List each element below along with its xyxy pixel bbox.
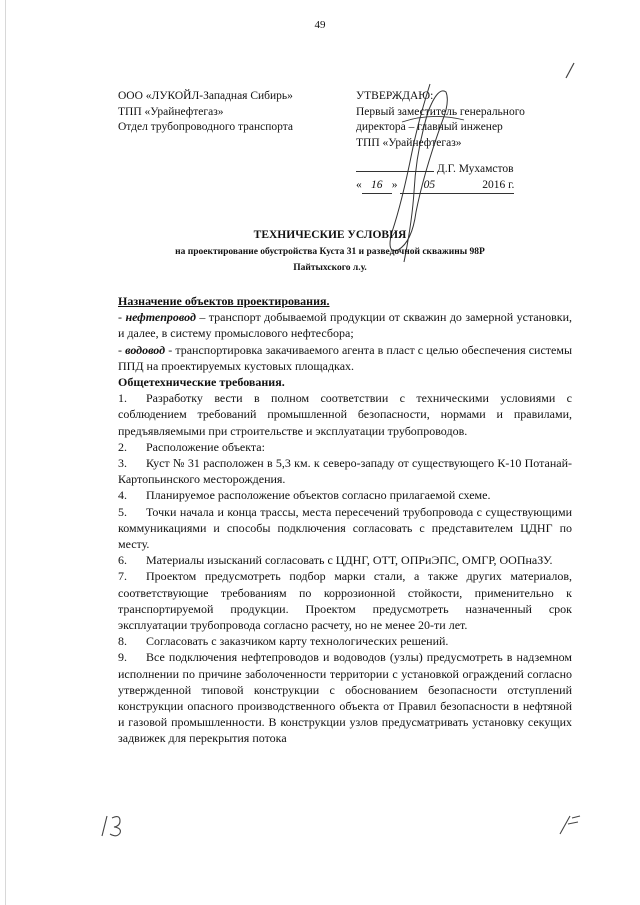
purpose-item-water-pipeline: - водовод - транспортировка закачиваемого агента в пласт с целью обеспечения системы ППД на проектируемых кустовых площадках. <box>118 342 573 373</box>
page-number: 49 <box>314 19 326 31</box>
item-text: Куст № 31 расположен в 5,3 км. к северо-западу от существующего К-10 Потанай-Картопьинского месторождения. <box>118 456 572 487</box>
date-quote-open: « <box>356 178 362 191</box>
item-number: 7. <box>118 569 127 584</box>
item-text: Расположение объекта: <box>146 439 265 454</box>
handwritten-initials-right <box>556 812 584 836</box>
approval-date <box>356 178 576 195</box>
item-text: Все подключения нефтепроводов и водоводов (узлы) предусмотреть в надземном исполнении по причине заболоченности территории с установкой ограждений согласно утвержденной типовой конструкции с обоснованием безопасности отступлений конструкции опасного производственного объекта от Правил безопасности в нефтяной и газовой промышленности. В конструкции узлов предусматривать установку секущих задвижек для перекрытия потока <box>118 650 572 746</box>
title-main: ТЕХНИЧЕСКИЕ УСЛОВИЯ <box>253 229 407 241</box>
item-text: Проектом предусмотреть подбор марки стали, а также других материалов, соответствующие требованиям по коррозионной стойкости, применительно к транспортируемой продукции. Проектом предусмотреть назначенный срок эксплуатации трубопровода согласно расчету, но не менее 20-ти лет. <box>118 569 572 633</box>
list-item <box>118 390 572 439</box>
date-quote-close: » <box>391 178 398 191</box>
handwritten-mark-top-right <box>560 60 580 80</box>
item-text: Разработку вести в полном соответствии с техническими условиями с соблюдением требований промышленной безопасности, нормами и правилами, предъявляемыми при строительстве и эксплуатации трубопроводов. <box>118 391 572 438</box>
list-item <box>118 487 572 503</box>
item-number: 6. <box>118 553 127 568</box>
title-subtitle-1: на проектирование обустройства Куста 31 и разведочной скважины 98Р <box>175 247 485 257</box>
organization-block <box>118 89 293 136</box>
section-heading-purpose: Назначение объектов проектирования. <box>118 294 330 308</box>
purpose-item-oil-pipeline-text: – транспорт добываемой продукции от скважин до замерной установки, и далее, в систему промыслового нефтесбора; <box>118 310 573 341</box>
item-number: 3. <box>118 456 127 471</box>
approval-block <box>356 89 576 194</box>
item-text: Материалы изысканий согласовать с ЦДНГ, ОТТ, ОПРиЭПС, ОМГР, ООПнаЗУ. <box>146 553 553 568</box>
item-text: Согласовать с заказчиком карту технологических решений. <box>146 634 449 649</box>
term-oil-pipeline: нефтепровод <box>125 310 196 325</box>
list-item <box>118 552 572 568</box>
approval-signature-row <box>356 161 576 178</box>
item-number: 8. <box>118 634 127 649</box>
approver-name: Д.Г. Мухамстов <box>436 163 514 175</box>
list-item <box>118 455 572 487</box>
document-title <box>110 229 550 276</box>
list-item <box>118 439 572 455</box>
org-line-enterprise: ТПП «Урайнефтегаз» <box>118 105 224 118</box>
term-water-pipeline: водовод <box>125 342 166 357</box>
date-day: 16 <box>362 178 392 195</box>
item-number: 2. <box>118 439 127 454</box>
item-number: 5. <box>118 504 127 519</box>
handwritten-initials-left <box>98 812 128 838</box>
item-text: Точки начала и конца трассы, места пересечений трубопровода с существующими коммуникациями и способы подключения согласовать с представителем ЦДНГ по месту. <box>118 504 572 552</box>
approval-label: УТВЕРЖДАЮ: <box>356 90 434 102</box>
item-number: 4. <box>118 488 127 503</box>
org-line-company: ООО «ЛУКОЙЛ-Западная Сибирь» <box>118 90 293 102</box>
document-body <box>118 293 572 747</box>
approval-position-2: директора – главный инженер <box>356 121 503 133</box>
approval-position-1: Первый заместитель генерального <box>356 105 525 118</box>
list-item <box>118 568 572 633</box>
list-item <box>118 649 572 746</box>
list-item <box>118 633 572 649</box>
date-year: 2016 г. <box>458 178 514 195</box>
list-item <box>118 504 572 553</box>
purpose-item-water-pipeline-text: - транспортировка закачиваемого агента в пласт с целью обеспечения системы ППД на проектируемых кустовых площадках. <box>118 342 573 373</box>
section-heading-general: Общетехнические требования. <box>118 375 285 390</box>
approval-position-3: ТПП «Урайнефтегаз» <box>356 136 462 149</box>
signature-line <box>356 161 434 172</box>
purpose-item-oil-pipeline: - нефтепровод – транспорт добываемой продукции от скважин до замерной установки, и далее, в систему промыслового нефтесбора; <box>118 310 573 341</box>
item-number: 9. <box>118 650 127 665</box>
scan-edge <box>5 0 6 905</box>
item-number: 1. <box>118 391 127 406</box>
title-subtitle-2: Пайтыхского л.у. <box>293 263 367 273</box>
item-text: Планируемое расположение объектов согласно прилагаемой схеме. <box>146 488 491 503</box>
org-line-department: Отдел трубопроводного транспорта <box>118 121 293 133</box>
date-month: 05 <box>400 178 458 195</box>
